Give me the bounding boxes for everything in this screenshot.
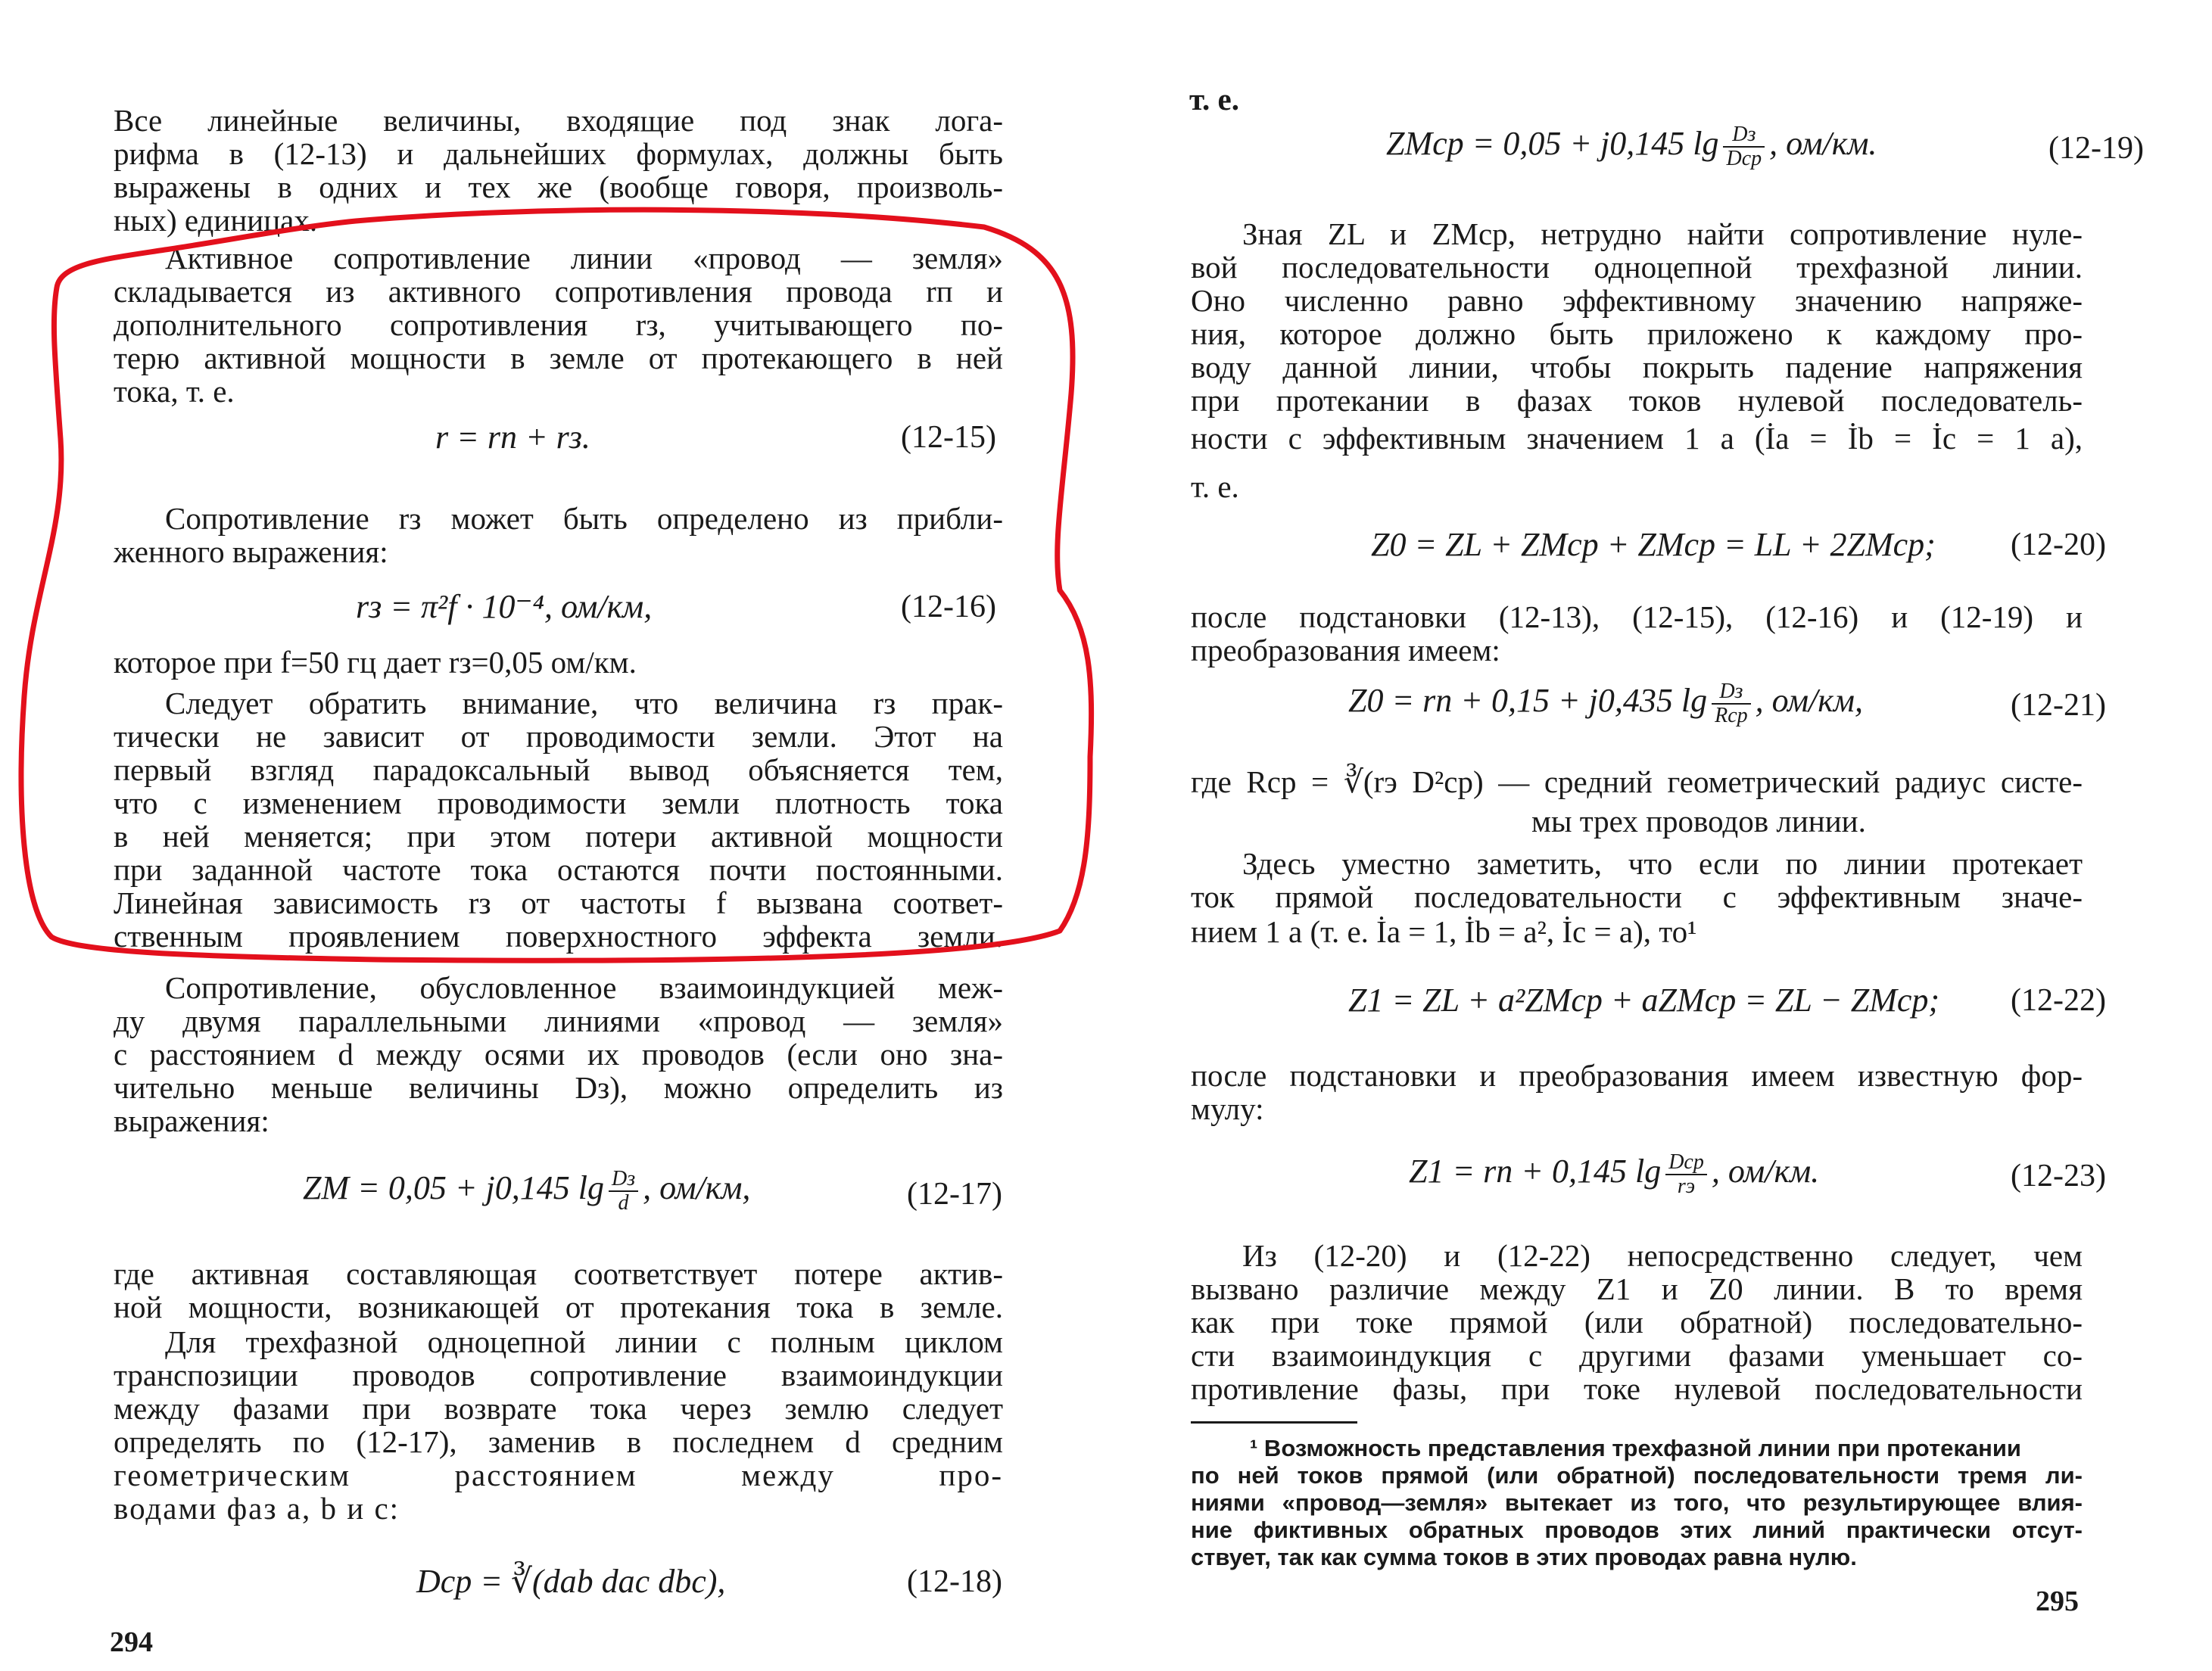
equation-number: (12-23) [2011, 1159, 2106, 1193]
text-line: терю активной мощности в земле от протекающего в ней [114, 341, 1003, 375]
equation-12-18: Dср = ∛(dab dac dbc), [416, 1563, 726, 1600]
equation-number: (12-17) [907, 1177, 1002, 1212]
text-line: тически не зависит от проводимости земли. Этот на [114, 719, 1003, 754]
text-line: ду двумя параллельными линиями «провод — земля» [114, 1004, 1003, 1038]
equation-lhs: ZM = 0,05 + j0,145 lg [303, 1169, 604, 1206]
text-line: Следует обратить внимание, что величина rз прак- [165, 686, 1003, 720]
footnote-line: ¹ Возможность представления трехфазной линии при протекании [1250, 1435, 2021, 1461]
text-line: как при токе прямой (или обратной) последовательно- [1191, 1305, 2083, 1340]
text-line: Сопротивление, обусловленное взаимоиндукцией меж- [165, 970, 1003, 1005]
text-line: ных) единицах. [114, 203, 318, 238]
equation-number: (12-19) [2048, 131, 2144, 166]
equation-rhs: , ом/км, [1755, 682, 1863, 719]
equation-12-21 [1348, 678, 1863, 727]
text-line: воду данной линии, чтобы покрыть падение напряжения [1191, 350, 2083, 384]
text-line: где активная составляющая соответствует потере актив- [114, 1256, 1003, 1291]
text-line: Здесь уместно заметить, что если по линии протекает [1242, 846, 2083, 881]
text-line: преобразования имеем: [1191, 633, 1500, 667]
text-line: выражения: [114, 1103, 269, 1138]
equation-12-23 [1409, 1149, 1819, 1198]
text-line: после подстановки (12-13), (12-15), (12-16) и (12-19) и [1191, 599, 2083, 634]
text-line: нием 1 а (т. е. İa = 1, İb = a², İc = a), то¹ [1191, 914, 1697, 949]
text-line: противление фазы, при токе нулевой последовательности [1191, 1371, 2083, 1406]
equation-lhs: ZMср = 0,05 + j0,145 lg [1386, 125, 1719, 162]
footnote-separator [1191, 1421, 1357, 1424]
fraction-denominator: Dср [1726, 146, 1762, 170]
text-line: мулу: [1191, 1091, 1264, 1126]
text-line: где Rср = ∛(rэ D²ср) — средний геометрический радиус систе- [1191, 764, 2083, 799]
equation-rhs: , ом/км, [643, 1169, 751, 1206]
text-line: геометрическим расстоянием между про- [114, 1458, 1003, 1492]
equation-12-16: rз = π²f · 10⁻⁴, ом/км, [356, 588, 653, 625]
page-number: 295 [2036, 1585, 2079, 1617]
text-line: выражены в одних и тех же (вообще говоря, произволь- [114, 170, 1003, 204]
text-line: ной мощности, возникающей от протекания тока в земле. [114, 1290, 1003, 1324]
right-page [1106, 0, 2212, 1671]
text-line: дополнительного сопротивления rз, учитывающего по- [114, 307, 1003, 342]
text-line: между фазами при возврате тока через землю следует [114, 1391, 1003, 1426]
text-line: которое при f=50 гц дает rз=0,05 ом/км. [114, 645, 637, 680]
equation-number: (12-16) [901, 590, 996, 624]
text-line: т. е. [1191, 469, 1239, 504]
text-line: транспозиции проводов сопротивление взаимоиндукции [114, 1358, 1003, 1392]
text-line: вызвано различие между Z1 и Z0 линии. В то время [1191, 1271, 2083, 1306]
fraction-denominator: rэ [1677, 1174, 1696, 1198]
text-line: женного выражения: [114, 534, 388, 569]
fraction-denominator: Rср [1715, 703, 1748, 727]
text-line: что с изменением проводимости земли плотность тока [114, 786, 1003, 820]
equation-rhs: , ом/км. [1769, 125, 1877, 162]
equation-number: (12-22) [2011, 983, 2106, 1018]
equation-12-22: Z1 = ZL + a²ZMср + aZMср = ZL − ZMср; [1348, 982, 1940, 1019]
fraction [1665, 1151, 1707, 1198]
fraction-denominator: d [618, 1190, 629, 1215]
fraction-numerator: Dз [609, 1168, 638, 1192]
fraction-numerator: Dз [1723, 123, 1765, 148]
text-line: Для трехфазной одноцепной линии с полным циклом [165, 1324, 1003, 1359]
footnote-line: ние фиктивных обратных проводов этих линий практически отсут- [1191, 1517, 2083, 1543]
text-line: ственным проявлением поверхностного эффекта земли. [114, 919, 1003, 954]
text-line: рифма в (12-13) и дальнейших формулах, должны быть [114, 136, 1003, 171]
text-line: при протекании в фазах токов нулевой последователь- [1191, 383, 2083, 418]
text-line: в ней меняется; при этом потери активной мощности [114, 819, 1003, 854]
text-line: ния, которое должно быть приложено к каждому про- [1191, 316, 2083, 351]
text-line: Все линейные величины, входящие под знак лога- [114, 103, 1003, 138]
fraction-numerator: Dср [1665, 1151, 1707, 1175]
equation-12-20: Z0 = ZL + ZMср + ZMср = LL + 2ZMср; [1371, 526, 1936, 563]
fraction-numerator: Dз [1712, 680, 1751, 705]
text-line: мы трех проводов линии. [1531, 804, 1866, 839]
text-line: ности с эффективным значением 1 а (İa = İb = İc = 1 а), [1191, 421, 2083, 456]
text-line: ток прямой последовательности с эффективным значе- [1191, 879, 2083, 914]
equation-12-19 [1386, 121, 1877, 170]
text-line: Зная ZL и ZMср, нетрудно найти сопротивление нуле- [1242, 216, 2083, 251]
equation-lhs: Z0 = rп + 0,15 + j0,435 lg [1348, 682, 1708, 719]
text-line: после подстановки и преобразования имеем известную фор- [1191, 1058, 2083, 1093]
footnote-line: ниями «провод—земля» вытекает из того, что результирующее влия- [1191, 1489, 2083, 1516]
text-line: определять по (12-17), заменив в последнем d средним [114, 1424, 1003, 1459]
equation-number: (12-21) [2011, 688, 2106, 723]
text-line: т. е. [1189, 82, 1240, 117]
equation-number: (12-15) [901, 420, 996, 455]
text-line: складывается из активного сопротивления провода rп и [114, 274, 1003, 309]
text-line: чительно меньше величины Dз), можно определить из [114, 1070, 1003, 1105]
text-line: Линейная зависимость rз от частоты f вызвана соответ- [114, 885, 1003, 920]
footnote-line: по ней токов прямой (или обратной) последовательности тремя ли- [1191, 1462, 2083, 1489]
equation-number: (12-18) [907, 1564, 1002, 1599]
text-line: Активное сопротивление линии «провод — земля» [165, 241, 1003, 275]
text-line: сти взаимоиндукция с другими фазами уменьшает со- [1191, 1338, 2083, 1373]
equation-12-15: r = rп + rз. [435, 419, 590, 456]
equation-lhs: Z1 = rп + 0,145 lg [1409, 1153, 1662, 1190]
equation-12-17 [303, 1165, 750, 1215]
fraction [1712, 680, 1751, 727]
fraction [1723, 123, 1765, 170]
text-line: Оно численно равно эффективному значению напряже- [1191, 283, 2083, 318]
text-line: Из (12-20) и (12-22) непосредственно следует, чем [1242, 1238, 2083, 1273]
footnote-line: ствует, так как сумма токов в этих проводах равна нулю. [1191, 1544, 1857, 1570]
text-line: первый взгляд парадоксальный вывод объясняется тем, [114, 752, 1003, 787]
text-line: водами фаз a, b и c: [114, 1491, 400, 1526]
text-line: с расстоянием d между осями их проводов (если оно зна- [114, 1037, 1003, 1072]
text-line: Сопротивление rз может быть определено из прибли- [165, 501, 1003, 536]
fraction [609, 1168, 638, 1215]
page-number: 294 [110, 1626, 153, 1658]
equation-rhs: , ом/км. [1711, 1153, 1820, 1190]
text-line: тока, т. е. [114, 374, 235, 409]
text-line: при заданной частоте тока остаются почти постоянными. [114, 852, 1003, 887]
equation-number: (12-20) [2011, 527, 2106, 562]
text-line: вой последовательности одноцепной трехфазной линии. [1191, 250, 2083, 285]
